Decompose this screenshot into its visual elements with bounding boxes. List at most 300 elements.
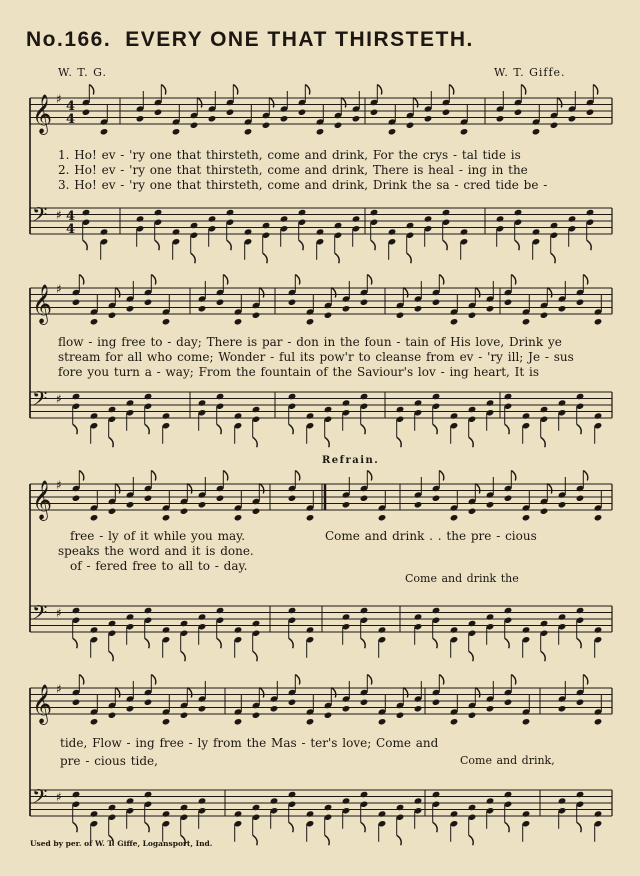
notehead xyxy=(342,399,351,406)
note-flag xyxy=(557,98,562,108)
notehead xyxy=(522,514,531,521)
notehead xyxy=(108,620,117,627)
bass-clef-icon: 𝄢 xyxy=(32,203,48,231)
notehead xyxy=(180,804,189,811)
note-flag xyxy=(587,240,592,250)
notehead xyxy=(90,514,99,521)
notehead xyxy=(288,393,297,400)
note-flag xyxy=(289,822,294,832)
note-flag xyxy=(79,675,84,685)
notehead xyxy=(460,228,469,235)
note-flag xyxy=(227,240,232,250)
notehead xyxy=(388,128,397,135)
notehead xyxy=(208,115,217,122)
notehead xyxy=(198,705,207,712)
note-flag xyxy=(511,675,516,685)
note-flag xyxy=(145,822,150,832)
notehead xyxy=(576,791,585,798)
note-flag xyxy=(505,638,510,648)
notehead xyxy=(288,607,297,614)
notehead xyxy=(72,699,81,706)
notehead xyxy=(486,705,495,712)
lyric-line-verse3-sys1: 3. Ho! ev - 'ry one that thirsteth, come and drink, Drink the sa - cred tide be - xyxy=(58,178,548,192)
notehead xyxy=(568,215,577,222)
time-signature-bottom: 4 xyxy=(66,222,76,237)
note-flag xyxy=(377,85,382,95)
notehead xyxy=(352,215,361,222)
notehead xyxy=(450,514,459,521)
notehead xyxy=(72,791,81,798)
notehead xyxy=(378,718,387,725)
note-flag xyxy=(259,484,264,494)
note-flag xyxy=(367,275,372,285)
notehead xyxy=(522,318,531,325)
notehead xyxy=(72,299,81,306)
notehead xyxy=(108,406,117,413)
notehead xyxy=(342,501,351,508)
notehead xyxy=(460,128,469,135)
note-flag xyxy=(403,688,408,698)
notehead xyxy=(396,712,405,719)
notehead xyxy=(370,109,379,116)
notehead xyxy=(216,393,225,400)
notehead xyxy=(144,791,153,798)
notehead xyxy=(324,804,333,811)
notehead xyxy=(414,305,423,312)
note-flag xyxy=(79,471,84,481)
notehead xyxy=(342,305,351,312)
notehead xyxy=(504,393,513,400)
notehead xyxy=(234,626,243,633)
notehead xyxy=(234,412,243,419)
notehead xyxy=(262,122,271,129)
note-flag xyxy=(475,688,480,698)
notehead xyxy=(540,620,549,627)
note-flag xyxy=(191,253,196,263)
lyric-line-bass-sys4-b: Come and drink, xyxy=(460,754,555,767)
notehead xyxy=(568,115,577,122)
note-flag xyxy=(361,638,366,648)
note-flag xyxy=(73,424,78,434)
notehead xyxy=(514,109,523,116)
notehead xyxy=(468,406,477,413)
notehead xyxy=(288,299,297,306)
note-flag xyxy=(367,471,372,481)
note-flag xyxy=(263,253,268,263)
note-flag xyxy=(79,275,84,285)
notehead xyxy=(288,495,297,502)
notehead xyxy=(172,228,181,235)
note-flag xyxy=(367,675,372,685)
key-signature-sharp-icon: ♯ xyxy=(56,790,62,804)
notehead xyxy=(198,501,207,508)
refrain-bass-lyric: Come and drink the xyxy=(405,572,519,585)
notehead xyxy=(442,209,451,216)
notehead xyxy=(198,305,207,312)
notehead xyxy=(262,222,271,229)
notehead xyxy=(72,393,81,400)
note-flag xyxy=(217,424,222,434)
notehead xyxy=(360,495,369,502)
staff-layer xyxy=(30,85,612,846)
notehead xyxy=(486,501,495,508)
note-flag xyxy=(289,638,294,648)
note-flag xyxy=(181,651,186,661)
notehead xyxy=(558,705,567,712)
notehead xyxy=(126,797,135,804)
notehead xyxy=(324,712,333,719)
notehead xyxy=(558,501,567,508)
notehead xyxy=(334,222,343,229)
notehead xyxy=(504,791,513,798)
notehead xyxy=(558,305,567,312)
notehead xyxy=(360,393,369,400)
note-flag xyxy=(325,437,330,447)
note-flag xyxy=(439,675,444,685)
key-signature-sharp-icon: ♯ xyxy=(56,208,62,222)
note-flag xyxy=(259,288,264,298)
words-credit: W. T. G. xyxy=(58,66,107,79)
note-flag xyxy=(449,85,454,95)
notehead xyxy=(504,495,513,502)
notehead xyxy=(208,215,217,222)
notehead xyxy=(432,791,441,798)
note-flag xyxy=(583,675,588,685)
notehead xyxy=(532,128,541,135)
notehead xyxy=(280,115,289,122)
notehead xyxy=(172,128,181,135)
notehead xyxy=(100,128,109,135)
note-flag xyxy=(335,253,340,263)
note-flag xyxy=(439,275,444,285)
note-flag xyxy=(547,484,552,494)
notehead xyxy=(594,810,603,817)
note-flag xyxy=(331,288,336,298)
notehead xyxy=(324,312,333,319)
hymn-number: No.166. xyxy=(26,28,112,51)
key-signature-sharp-icon: ♯ xyxy=(56,478,62,492)
notehead xyxy=(126,501,135,508)
notehead xyxy=(280,215,289,222)
notehead xyxy=(180,508,189,515)
notehead xyxy=(288,791,297,798)
note-flag xyxy=(413,98,418,108)
notehead xyxy=(486,613,495,620)
key-signature-sharp-icon: ♯ xyxy=(56,92,62,106)
note-flag xyxy=(541,437,546,447)
notehead xyxy=(586,109,595,116)
notehead xyxy=(432,393,441,400)
note-flag xyxy=(341,98,346,108)
note-flag xyxy=(331,688,336,698)
notehead xyxy=(226,209,235,216)
note-flag xyxy=(115,688,120,698)
notehead xyxy=(136,115,145,122)
notehead xyxy=(90,318,99,325)
notehead xyxy=(486,399,495,406)
notehead xyxy=(126,399,135,406)
notehead xyxy=(162,810,171,817)
notehead xyxy=(594,412,603,419)
treble-clef-icon: 𝄞 xyxy=(32,94,53,134)
note-flag xyxy=(109,437,114,447)
notehead xyxy=(496,115,505,122)
notehead xyxy=(504,699,513,706)
notehead xyxy=(190,222,199,229)
notehead xyxy=(324,406,333,413)
notehead xyxy=(360,607,369,614)
notehead xyxy=(162,412,171,419)
notehead xyxy=(378,626,387,633)
note-flag xyxy=(511,471,516,481)
notehead xyxy=(360,791,369,798)
key-signature-sharp-icon: ♯ xyxy=(56,392,62,406)
notehead xyxy=(406,222,415,229)
notehead xyxy=(450,412,459,419)
note-flag xyxy=(187,484,192,494)
notehead xyxy=(198,613,207,620)
note-flag xyxy=(295,675,300,685)
notehead xyxy=(486,305,495,312)
notehead xyxy=(162,626,171,633)
notehead xyxy=(450,626,459,633)
hymn-name: EVERY ONE THAT THIRSTETH. xyxy=(125,28,474,51)
notehead xyxy=(522,810,531,817)
notehead xyxy=(144,607,153,614)
note-flag xyxy=(469,437,474,447)
notehead xyxy=(270,705,279,712)
notehead xyxy=(414,613,423,620)
time-signature-top: 4 xyxy=(66,209,76,224)
notehead xyxy=(234,810,243,817)
note-flag xyxy=(541,651,546,661)
notehead xyxy=(252,712,261,719)
note-flag xyxy=(551,253,556,263)
notehead xyxy=(126,613,135,620)
notehead xyxy=(414,797,423,804)
note-flag xyxy=(269,98,274,108)
time-signature-bottom: 4 xyxy=(66,112,76,127)
notehead xyxy=(298,209,307,216)
notehead xyxy=(90,626,99,633)
notehead xyxy=(450,718,459,725)
notehead xyxy=(522,626,531,633)
note-flag xyxy=(469,651,474,661)
note-flag xyxy=(433,424,438,434)
notehead xyxy=(540,508,549,515)
notehead xyxy=(90,412,99,419)
notehead xyxy=(270,797,279,804)
notehead xyxy=(342,705,351,712)
note-flag xyxy=(577,424,582,434)
note-flag xyxy=(593,85,598,95)
notehead xyxy=(162,514,171,521)
time-signature-top: 4 xyxy=(66,99,76,114)
notehead xyxy=(468,712,477,719)
notehead xyxy=(162,318,171,325)
notehead xyxy=(342,797,351,804)
notehead xyxy=(342,613,351,620)
notehead xyxy=(306,810,315,817)
notehead xyxy=(558,399,567,406)
bass-clef-icon: 𝄢 xyxy=(32,601,48,629)
key-signature-sharp-icon: ♯ xyxy=(56,682,62,696)
notehead xyxy=(154,209,163,216)
notehead xyxy=(316,228,325,235)
notehead xyxy=(144,299,153,306)
notehead xyxy=(100,228,109,235)
notehead xyxy=(244,228,253,235)
notehead xyxy=(306,412,315,419)
note-flag xyxy=(577,638,582,648)
notehead xyxy=(252,804,261,811)
notehead xyxy=(216,299,225,306)
key-signature-sharp-icon: ♯ xyxy=(56,282,62,296)
notehead xyxy=(126,305,135,312)
note-flag xyxy=(397,835,402,845)
notehead xyxy=(378,810,387,817)
notehead xyxy=(468,804,477,811)
notehead xyxy=(234,718,243,725)
note-flag xyxy=(305,85,310,95)
bass-clef-icon: 𝄢 xyxy=(32,785,48,813)
notehead xyxy=(306,626,315,633)
notehead xyxy=(414,399,423,406)
note-flag xyxy=(151,275,156,285)
note-flag xyxy=(295,275,300,285)
notehead xyxy=(352,115,361,122)
notehead xyxy=(504,299,513,306)
notehead xyxy=(316,128,325,135)
notehead xyxy=(72,495,81,502)
note-flag xyxy=(443,240,448,250)
note-flag xyxy=(547,288,552,298)
notehead xyxy=(288,699,297,706)
notehead xyxy=(144,495,153,502)
lyric-line-verse1-sys3: free - ly of it while you may. xyxy=(70,529,246,543)
permission-footer: Used by per. of W. T. Giffe, Logansport, Ind. xyxy=(30,839,213,848)
notehead xyxy=(180,712,189,719)
notehead xyxy=(504,607,513,614)
refrain-soprano-lyric: Come and drink . . the pre - cious xyxy=(325,529,537,543)
note-flag xyxy=(469,835,474,845)
notehead xyxy=(550,222,559,229)
note-flag xyxy=(583,275,588,285)
notehead xyxy=(396,406,405,413)
note-flag xyxy=(109,651,114,661)
notehead xyxy=(432,495,441,502)
notehead xyxy=(154,109,163,116)
notehead xyxy=(468,312,477,319)
notehead xyxy=(306,318,315,325)
notehead xyxy=(144,699,153,706)
lyric-line-verse3-sys2: fore you turn a - way; From the fountain of the Saviour's lov - ing heart, It is xyxy=(58,365,540,379)
note-flag xyxy=(145,638,150,648)
notehead xyxy=(396,312,405,319)
notehead xyxy=(234,318,243,325)
notehead xyxy=(108,508,117,515)
notehead xyxy=(450,810,459,817)
notehead xyxy=(432,299,441,306)
lyric-line-verse1-sys1: 1. Ho! ev - 'ry one that thirsteth, come and drink, For the crys - tal tide is xyxy=(58,148,521,162)
note-flag xyxy=(83,240,88,250)
lyric-line-verse2-sys2: stream for all who come; Wonder - ful its pow'r to cleanse from ev - 'ry ill; Je - sus xyxy=(58,350,574,364)
notehead xyxy=(586,209,595,216)
note-flag xyxy=(233,85,238,95)
notehead xyxy=(126,705,135,712)
notehead xyxy=(432,699,441,706)
notehead xyxy=(486,797,495,804)
note-flag xyxy=(371,240,376,250)
note-flag xyxy=(161,85,166,95)
notehead xyxy=(496,215,505,222)
note-flag xyxy=(295,471,300,481)
notehead xyxy=(594,514,603,521)
notehead xyxy=(576,299,585,306)
notehead xyxy=(360,699,369,706)
note-flag xyxy=(361,424,366,434)
notehead xyxy=(370,209,379,216)
notehead xyxy=(162,718,171,725)
note-flag xyxy=(151,471,156,481)
note-flag xyxy=(433,822,438,832)
note-flag xyxy=(361,822,366,832)
notehead xyxy=(244,128,253,135)
notehead xyxy=(540,312,549,319)
note-flag xyxy=(439,471,444,481)
notehead xyxy=(252,406,261,413)
note-flag xyxy=(253,835,258,845)
notehead xyxy=(594,718,603,725)
notehead xyxy=(180,620,189,627)
note-flag xyxy=(475,288,480,298)
bass-clef-icon: 𝄢 xyxy=(32,387,48,415)
note-flag xyxy=(89,85,94,95)
notehead xyxy=(108,804,117,811)
notehead xyxy=(108,712,117,719)
notehead xyxy=(550,122,559,129)
notehead xyxy=(514,209,523,216)
notehead xyxy=(252,620,261,627)
notehead xyxy=(216,495,225,502)
note-flag xyxy=(577,822,582,832)
notehead xyxy=(576,393,585,400)
notehead xyxy=(396,804,405,811)
lyric-line-verse2-sys1: 2. Ho! ev - 'ry one that thirsteth, come and drink, There is heal - ing in the xyxy=(58,163,528,177)
notehead xyxy=(540,406,549,413)
music-credit: W. T. Giffe. xyxy=(494,66,566,79)
lyric-line-bass-sys4-a: pre - cious tide, xyxy=(60,754,158,768)
treble-clef-icon: 𝄞 xyxy=(32,284,53,324)
note-flag xyxy=(115,288,120,298)
notehead xyxy=(306,514,315,521)
note-flag xyxy=(511,275,516,285)
note-flag xyxy=(583,471,588,481)
notehead xyxy=(198,797,207,804)
key-signature-sharp-icon: ♯ xyxy=(56,606,62,620)
notehead xyxy=(576,607,585,614)
note-flag xyxy=(521,85,526,95)
note-flag xyxy=(145,424,150,434)
note-flag xyxy=(197,98,202,108)
notehead xyxy=(198,399,207,406)
note-flag xyxy=(217,638,222,648)
note-flag xyxy=(505,822,510,832)
lyric-line-verse3-sys3: of - fered free to all to - day. xyxy=(70,559,248,573)
notehead xyxy=(378,514,387,521)
notehead xyxy=(414,705,423,712)
notehead xyxy=(468,508,477,515)
